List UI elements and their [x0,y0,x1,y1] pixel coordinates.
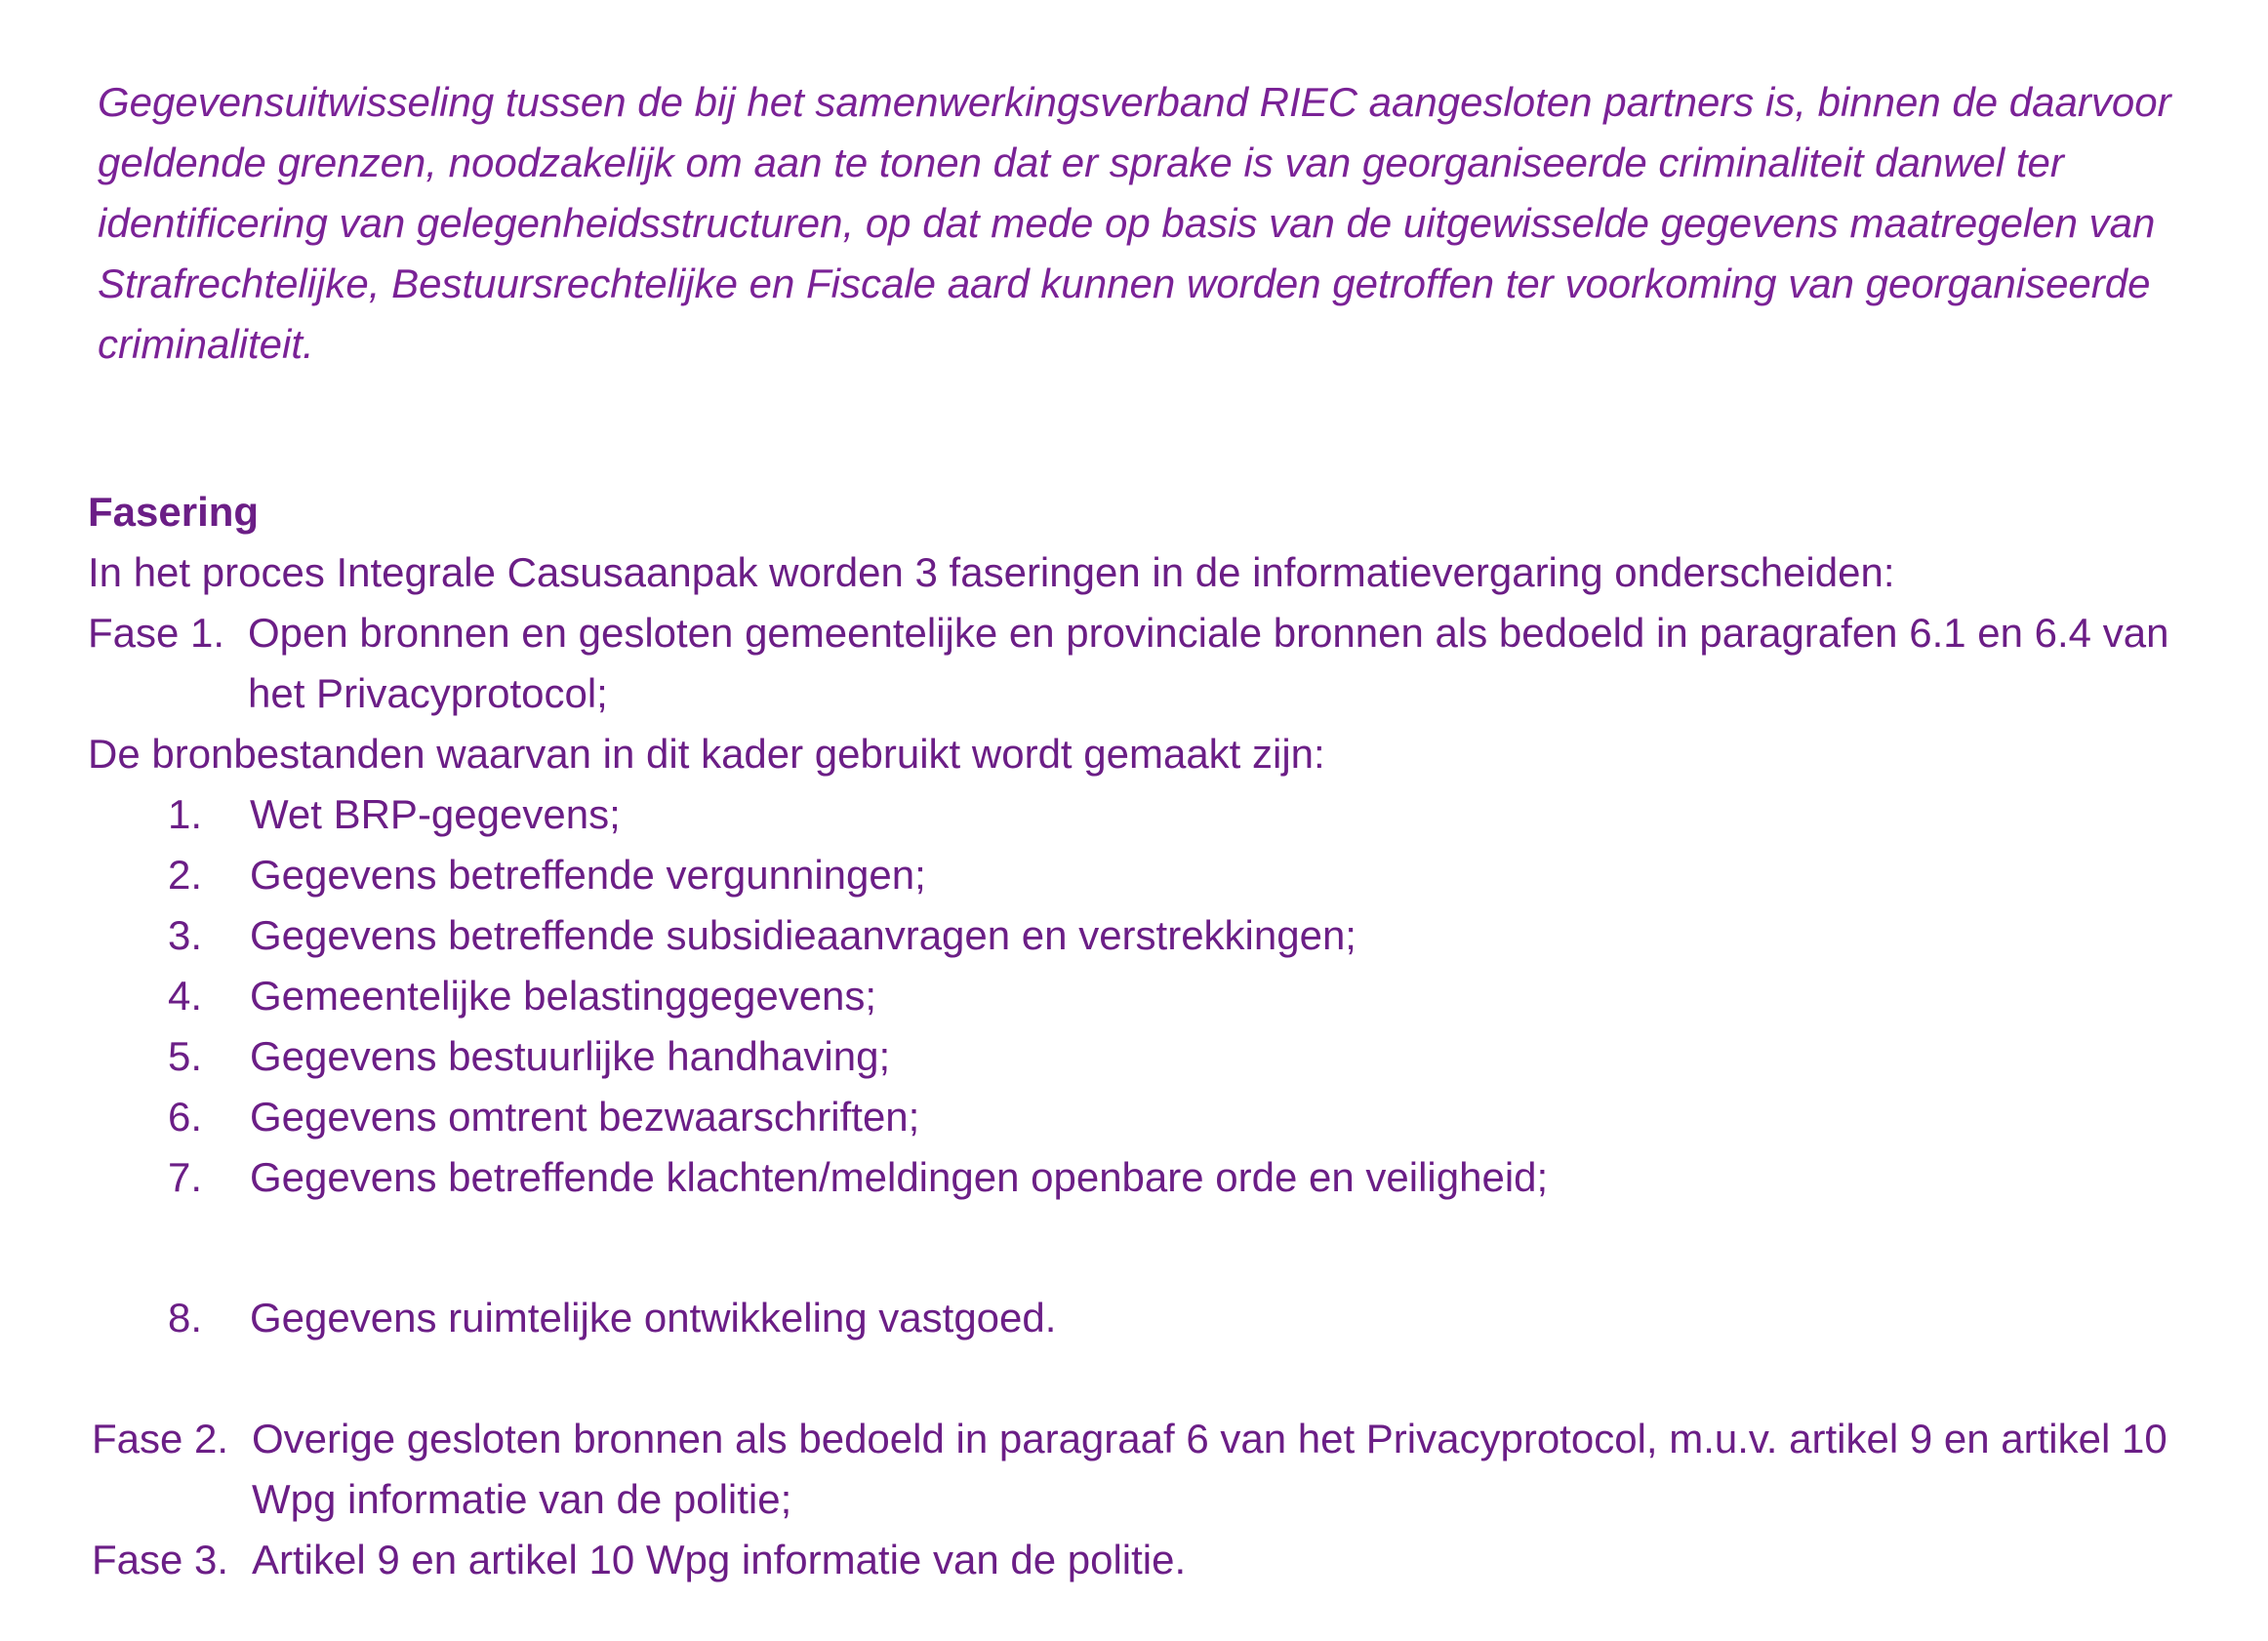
list-number: 1. [168,791,203,837]
list-item [168,1288,2120,1348]
list-item [168,784,2120,845]
sources-lead: De bronbestanden waarvan in dit kader gebruikt wordt gemaakt zijn: [88,731,1325,777]
phase-label: Fase 1. [88,610,225,656]
sources-list-continued [168,1288,2120,1348]
list-number: 4. [168,973,203,1019]
list-number: 7. [168,1154,203,1200]
sources-list [168,784,2120,1208]
list-item [168,845,2120,905]
phase-label: Fase 3. [92,1537,229,1582]
list-item [168,966,2120,1026]
section-lead: In het proces Integrale Casusaanpak worden 3 faseringen in de informatievergaring onderscheiden: [88,549,1895,595]
list-text: Gegevens betreffende subsidieaanvragen en verstrekkingen; [250,912,1357,958]
list-number: 8. [168,1295,203,1341]
list-text: Gegevens betreffende vergunningen; [250,852,926,898]
list-text: Gegevens ruimtelijke ontwikkeling vastgoed. [250,1295,1057,1341]
list-item [168,1147,2120,1208]
list-text: Wet BRP-gegevens; [250,791,621,837]
phase-text: Open bronnen en gesloten gemeentelijke en provinciale bronnen als bedoeld in paragrafen 6.1 en 6.4 van het Privacyprotocol; [248,610,2169,716]
phase-text: Artikel 9 en artikel 10 Wpg informatie van de politie. [252,1537,1187,1582]
list-item [168,905,2120,966]
list-item [168,1087,2120,1147]
list-number: 2. [168,852,203,898]
list-text: Gemeentelijke belastinggegevens; [250,973,877,1019]
list-number: 3. [168,912,203,958]
list-item [168,1026,2120,1087]
list-number: 6. [168,1094,203,1140]
list-number: 5. [168,1033,203,1079]
phase-label: Fase 2. [92,1416,229,1461]
phase-text: Overige gesloten bronnen als bedoeld in paragraaf 6 van het Privacyprotocol, m.u.v. artikel 9 en artikel 10 Wpg informatie van de politie; [252,1416,2167,1522]
section-heading: Fasering [88,489,260,535]
list-text: Gegevens betreffende klachten/meldingen openbare orde en veiligheid; [250,1154,1549,1200]
list-text: Gegevens bestuurlijke handhaving; [250,1033,891,1079]
intro-paragraph: Gegevensuitwisseling tussen de bij het samenwerkingsverband RIEC aangesloten partners is, binnen de daarvoor geldende grenzen, noodzakelijk om aan te tonen dat er sprake is van georganiseerde criminaliteit danwel ter identificering van gelegenheidsstructuren, op dat mede op basis van de uitgewisselde gegevens maatregelen van Strafrechtelijke, Bestuursrechtelijke en Fiscale aard kunnen worden getroffen ter voorkoming van georganiseerde criminaliteit. [98,79,2171,367]
list-text: Gegevens omtrent bezwaarschriften; [250,1094,920,1140]
